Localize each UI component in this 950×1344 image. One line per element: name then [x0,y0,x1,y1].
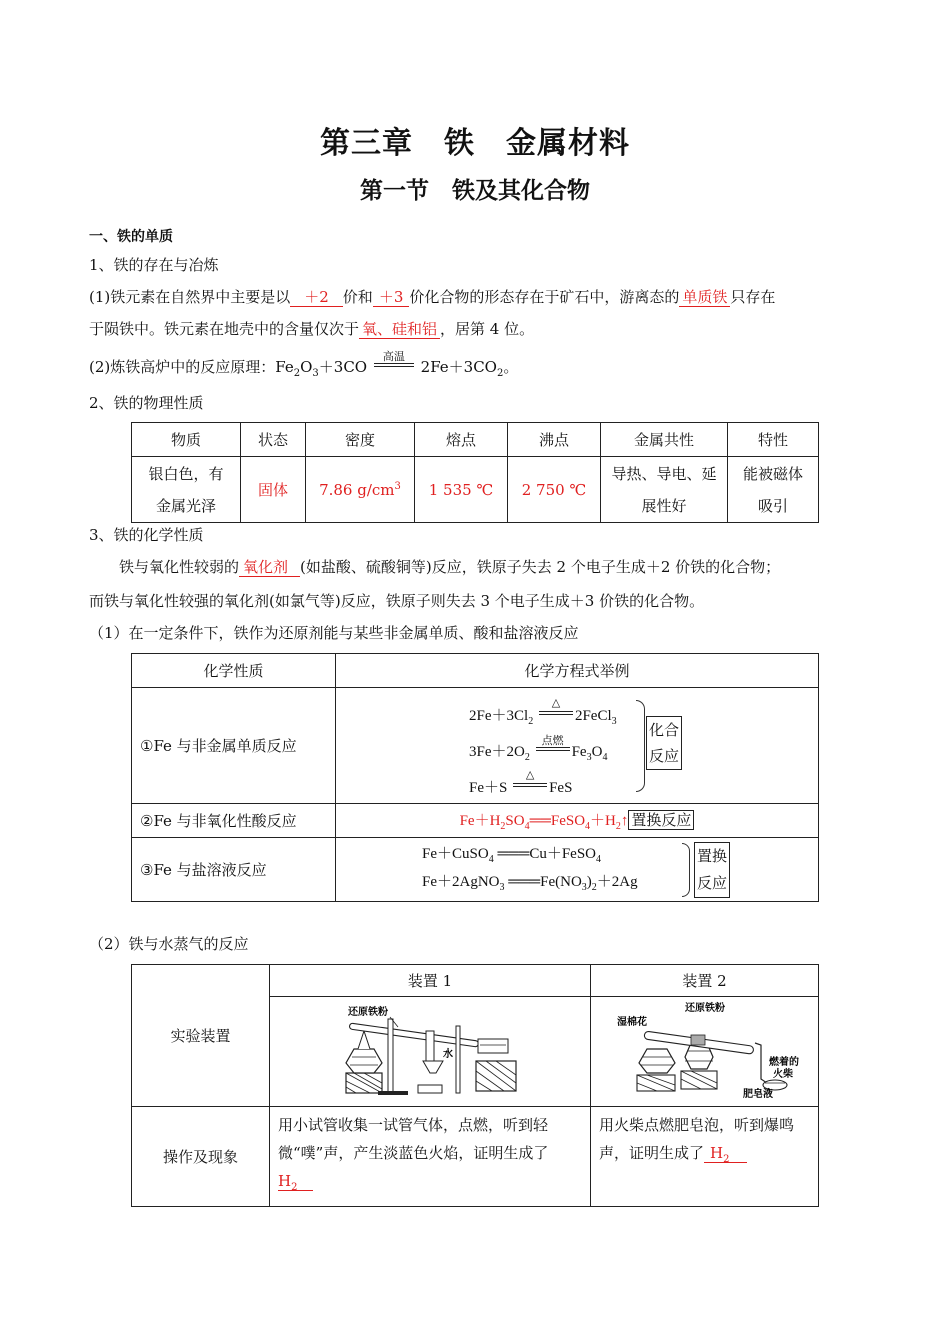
observation-2: 用火柴点燃肥皂泡，听到爆鸣 声，证明生成了 $H_2$ [591,1107,819,1207]
table-header: 熔点 [415,423,508,457]
section-title: 第一节 铁及其化合物 [360,177,590,204]
table-header: 金属共性 [601,423,728,457]
chapter-title: 第三章 铁 金属材料 [320,126,630,161]
equation: Fe＋2AgNO$_3$ $═══Fe(NO_3)_2+2Ag$ [422,874,638,893]
displacement-reaction-label: 置换 反应 [694,842,730,898]
equation-acid: $Fe+H_2SO_4══FeSO_4+H_2↑$ 置换反应 [336,804,819,838]
paragraph-1-line-1: (1)铁元素在自然界中主要是以 ＋2 价和 ＋3 价化合物的形态存在于矿石中，游离态的 单质铁 只存在 [89,288,776,306]
label-iron-powder-2: 还原铁粉 [685,1003,725,1014]
physical-properties-table [131,422,819,523]
brace [682,843,690,897]
equation: Fe＋CuSO$_4$ ═══Cu＋FeSO$_4$ [422,846,601,865]
table-header: 化学方程式举例 [336,654,819,688]
table-header: 装置 1 [270,965,591,997]
paragraph-3-line-2: 而铁与氧化性较强的氧化剂(如氯气等)反应，铁原子则失去 3 个电子生成＋3 价铁的化合物。 [89,592,705,610]
label-iron-powder: 还原铁粉 [348,1007,388,1018]
steam-reaction-table [131,964,819,1207]
answer-blank: 单质铁 [679,288,730,307]
table-cell-melting-point: 1 535 ℃ [415,457,508,523]
label-water: 水 [443,1049,453,1060]
table-header: 状态 [241,423,306,457]
chemical-properties-table [131,653,819,902]
brace [636,700,645,792]
answer-blank: $H_2$ [704,1144,747,1163]
label-soap-solution: 肥皂液 [743,1089,773,1099]
table-header: 装置 2 [591,965,819,997]
table-header: 化学性质 [132,654,336,688]
displacement-reaction-label: 置换反应 [628,810,694,830]
table-cell-substance: 银白色，有 金属光泽 [132,457,241,523]
row-label-nonmetal: ①Fe 与非金属单质反应 [132,688,336,804]
paragraph-1-line-2: 于陨铁中。铁元素在地壳中的含量仅次于 氧、硅和铝 ，居第 4 位。 [89,320,535,338]
label-wet-cotton: 湿棉花 [617,1017,647,1028]
equation: Fe＋S △ FeS [469,769,573,796]
heading-existence: 1、铁的存在与冶炼 [89,256,219,274]
heading-physical: 2、铁的物理性质 [89,394,204,412]
table-cell-common: 导热、导电、延 展性好 [601,457,728,523]
apparatus-2-diagram [615,999,805,1099]
table-cell-density: 7.86 $g/cm^3$ [306,457,415,523]
table-header: 密度 [306,423,415,457]
equations-salt [336,838,819,902]
label-match: 火柴 [773,1069,793,1080]
equations-nonmetal [336,688,819,804]
row-label-acid: ②Fe 与非氧化性酸反应 [132,804,336,838]
heading-iron-element: 一、铁的单质 [89,229,173,245]
paragraph-2: (2)炼铁高炉中的反应原理：$Fe_2O_3+3CO$ 高温 $2Fe+3CO_2$。 [89,350,519,379]
apparatus-1-figure [270,997,591,1107]
equation: $3Fe+2O_2$ 点燃 $Fe_3O_4$ [469,735,608,763]
label-burning-match: 燃着的 [769,1057,799,1068]
answer-blank: 氧、硅和铝 [359,320,440,339]
reaction-condition: 高温 [372,358,416,372]
row-label-salt: ③Fe 与盐溶液反应 [132,838,336,902]
row-label-apparatus: 实验装置 [132,965,270,1107]
observation-1: 用小试管收集一试管气体，点燃，听到轻 微“噗”声，产生淡蓝色火焰，证明生成了 $H_2$ [270,1107,591,1207]
paragraph-5: （2）铁与水蒸气的反应 [89,935,249,953]
heading-chemical: 3、铁的化学性质 [89,526,204,544]
apparatus-2-figure [591,997,819,1107]
table-cell-boiling-point: 2 750 ℃ [508,457,601,523]
answer-blank: 氧化剂 [239,558,300,577]
equation: $2Fe+3Cl_2$ △ 2FeCl$_3$ [469,697,617,727]
combination-reaction-label: 化合 反应 [646,716,682,770]
apparatus-1-diagram [338,1001,538,1101]
answer-blank: ＋2 [290,288,343,307]
table-header: 物质 [132,423,241,457]
row-label-observation: 操作及现象 [132,1107,270,1207]
table-header: 沸点 [508,423,601,457]
table-header: 特性 [728,423,819,457]
table-cell-special: 能被磁体 吸引 [728,457,819,523]
paragraph-3-line-1: 铁与氧化性较弱的 氧化剂 (如盐酸、硫酸铜等)反应，铁原子失去 2 个电子生成＋2 价铁的化合物； [119,558,781,576]
paragraph-4: （1）在一定条件下，铁作为还原剂能与某些非金属单质、酸和盐溶液反应 [89,624,579,642]
answer-blank: ＋3 [373,288,410,307]
table-cell-state: 固体 [241,457,306,523]
answer-blank: $H_2$ [278,1172,313,1191]
